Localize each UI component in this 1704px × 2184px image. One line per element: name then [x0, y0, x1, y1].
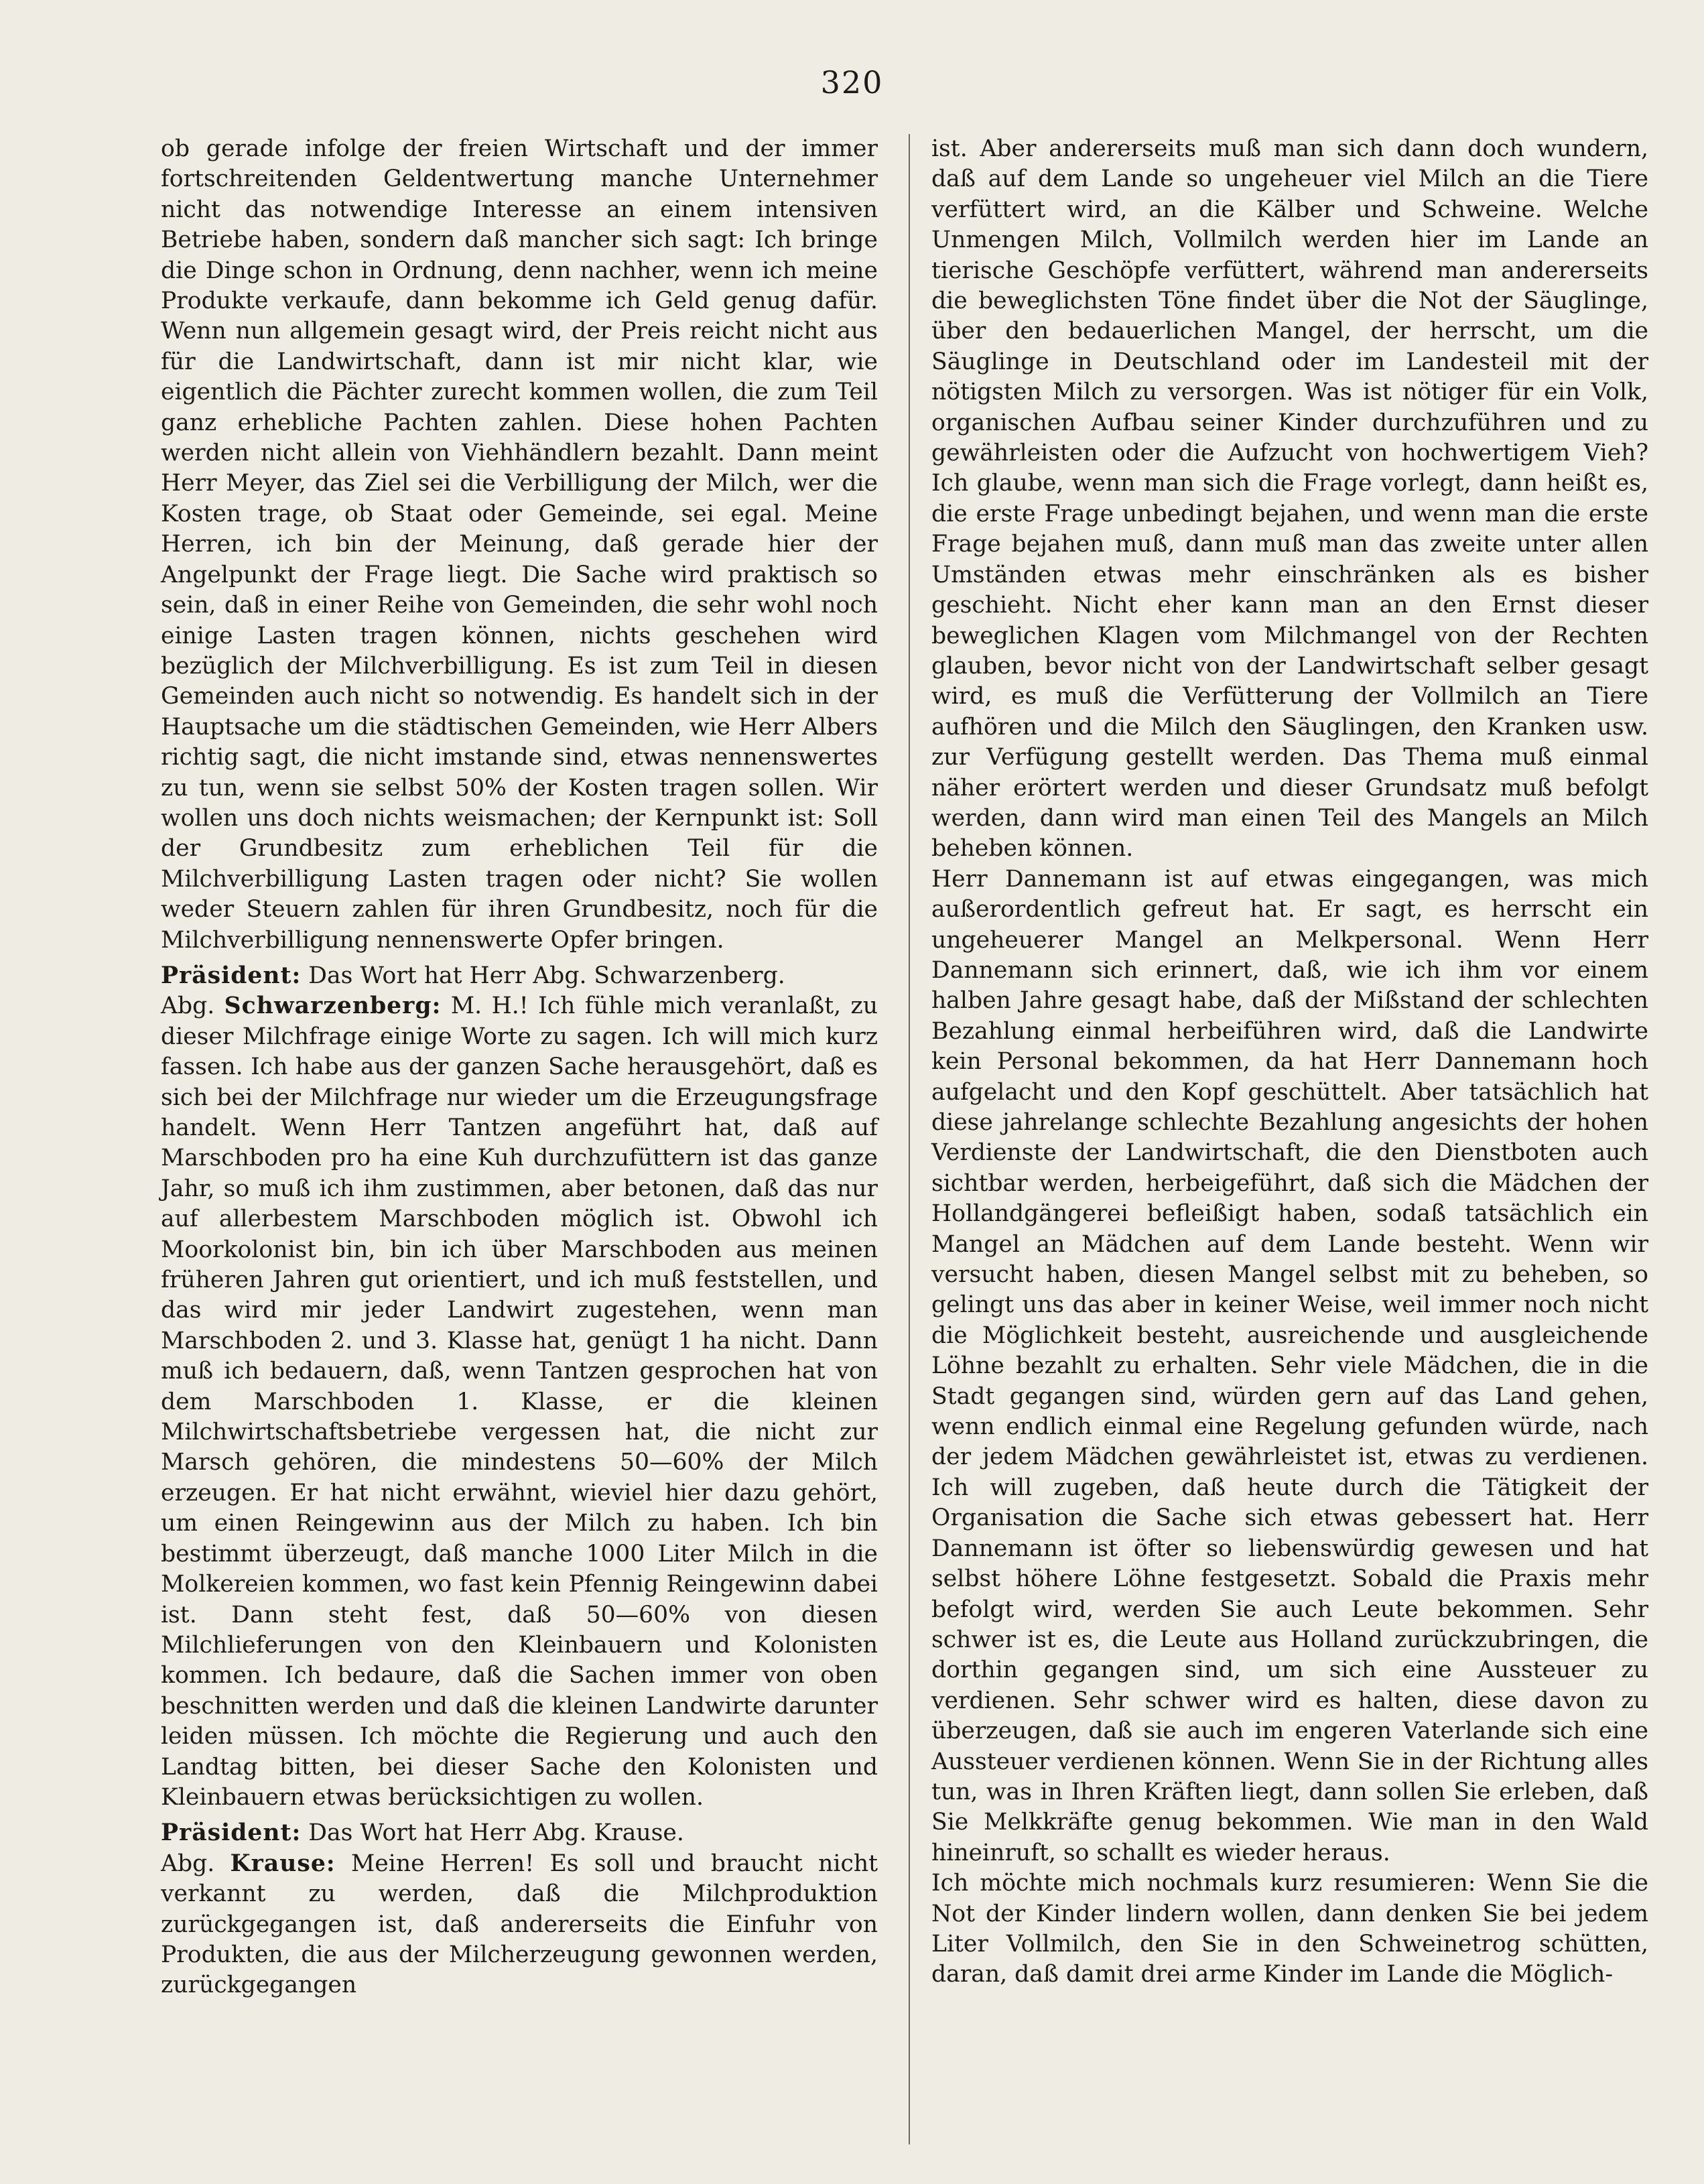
right-column: [931, 134, 1648, 1990]
speaker-label: Krause:: [230, 1850, 336, 1877]
speaker-label: Präsident:: [161, 1819, 302, 1847]
paragraph: ob gerade infolge der freien Wirtschaft und der immer fortschreitenden Geldentwertung manche Unternehmer nicht das notwendige Interesse an einem intensiven Betriebe haben, sondern daß mancher sich sagt: Ich bringe die Dinge schon in Ordnung, denn nachher, wenn ich meine Produkte verkaufe, dann bekomme ich Geld genug dafür. Wenn nun allgemein gesagt wird, der Preis reicht nicht aus für die Landwirtschaft, dann ist mir nicht klar, wie eigentlich die Pächter zurecht kommen wollen, die zum Teil ganz erhebliche Pachten zahlen. Diese hohen Pachten werden nicht allein von Viehhändlern bezahlt. Dann meint Herr Meyer, das Ziel sei die Verbilligung der Milch, wer die Kosten trage, ob Staat oder Gemeinde, sei egal. Meine Herren, ich bin der Meinung, daß gerade hier der Angelpunkt der Frage liegt. Die Sache wird praktisch so sein, daß in einer Reihe von Gemeinden, die sehr wohl noch einige Lasten tragen können, nichts geschehen wird bezüglich der Milchverbilligung. Es ist zum Teil in diesen Gemeinden auch nicht so notwendig. Es handelt sich in der Hauptsache um die städtischen Gemeinden, wie Herr Albers richtig sagt, die nicht imstande sind, etwas nennenswertes zu tun, wenn sie selbst 50% der Kosten tragen sollen. Wir wollen uns doch nichts weismachen; der Kernpunkt ist: Soll der Grundbesitz zum erheblichen Teil für die Milchverbilligung Lasten tragen oder nicht? Sie wollen weder Steuern zahlen für ihren Grundbesitz, noch für die Milchverbilligung nennenswerte Opfer bringen.: [161, 135, 878, 954]
paragraph: [161, 991, 878, 1813]
paragraph-text: M. H.! Ich fühle mich veranlaßt, zu dieser Milchfrage einige Worte zu sagen. Ich will mich kurz fassen. Ich habe aus der ganzen Sache herausgehört, daß es sich bei der Milchfrage nur wieder um die Erzeugungsfrage handelt. Wenn Herr Tantzen angeführt hat, daß auf Marschboden pro ha eine Kuh durchzufüttern ist das ganze Jahr, so muß ich ihm zustimmen, aber betonen, daß das nur auf allerbestem Marschboden möglich ist. Obwohl ich Moorkolonist bin, bin ich über Marschboden aus meinen früheren Jahren gut orientiert, und ich muß feststellen, und das wird mir jeder Landwirt zugestehen, wenn man Marschboden 2. und 3. Klasse hat, genügt 1 ha nicht. Dann muß ich bedauern, daß, wenn Tantzen gesprochen hat von dem Marschboden 1. Klasse, er die kleinen Milchwirtschaftsbetriebe vergessen hat, die nicht zur Marsch gehören, die mindestens 50—60% der Milch erzeugen. Er hat nicht erwähnt, wieviel hier dazu gehört, um einen Reingewinn aus der Milch zu haben. Ich bin bestimmt überzeugt, daß manche 1000 Liter Milch in die Molkereien kommen, wo fast kein Pfennig Reingewinn dabei ist. Dann steht fest, daß 50—60% von diesen Milchlieferungen von den Kleinbauern und Kolonisten kommen. Ich bedaure, daß die Sachen immer von oben beschnitten werden und daß die kleinen Landwirte darunter leiden müssen. Ich möchte die Regierung und auch den Landtag bitten, bei dieser Sache den Kolonisten und Kleinbauern etwas berücksichtigen zu wollen.: [161, 992, 878, 1811]
paragraph: Herr Dannemann ist auf etwas eingegangen, was mich außerordentlich gefreut hat. Er sagt, es herrscht ein ungeheuerer Mangel an Melkpersonal. Wenn Herr Dannemann sich erinnert, daß, wie ich ihm vor einem halben Jahre gesagt habe, daß der Mißstand der schlechten Bezahlung einmal herbeiführen wird, daß die Landwirte kein Personal bekommen, da hat Herr Dannemann hoch aufgelacht und den Kopf geschüttelt. Aber tatsächlich hat diese jahrelange schlechte Bezahlung angesichts der hohen Verdienste der Landwirtschaft, die den Dienstboten auch sichtbar werden, herbeigeführt, daß sich die Mädchen der Hollandgängerei befleißigt haben, sodaß tatsächlich ein Mangel an Mädchen auf dem Lande besteht. Wenn wir versucht haben, diesen Mangel selbst mit zu beheben, so gelingt uns das aber in keiner Weise, weil immer noch nicht die Möglichkeit besteht, ausreichende und ausgleichende Löhne bezahlt zu erhalten. Sehr viele Mädchen, die in die Stadt gegangen sind, würden gern auf das Land gehen, wenn endlich einmal eine Regelung gefunden würde, nach der jedem Mädchen gewährleistet ist, etwas zu verdienen. Ich will zugeben, daß heute durch die Tätigkeit der Organisation die Sache sich etwas gebessert hat. Herr Dannemann ist öfter so liebenswürdig gewesen und hat selbst höhere Löhne festgesetzt. Sobald die Praxis mehr befolgt wird, werden Sie auch Leute bekommen. Sehr schwer ist es, die Leute aus Holland zurückzubringen, die dorthin gegangen sind, um sich eine Aussteuer zu verdienen. Sehr schwer wird es halten, diese davon zu überzeugen, daß sie auch im engeren Vaterlande sich eine Aussteuer verdienen können. Wenn Sie in der Richtung alles tun, was in Ihren Kräften liegt, dann sollen Sie erleben, daß Sie Melkkräfte genug bekommen. Wie man in den Wald hineinruft, so schallt es wieder heraus.: [931, 865, 1648, 1866]
paragraph: Ich möchte mich nochmals kurz resumieren: Wenn Sie die Not der Kinder lindern wollen, dann denken Sie bei jedem Liter Vollmilch, den Sie in den Schweinetrog schütten, daran, daß damit drei arme Kinder im Lande die Möglich-: [931, 1870, 1648, 1988]
paragraph-text: Meine Herren! Es soll und braucht nicht verkannt zu werden, daß die Milchproduktion zurückgegangen ist, daß andererseits die Einfuhr von Produkten, die aus der Milcherzeugung gewonnen werden, zurückgegangen: [161, 1850, 878, 1999]
paragraph: [161, 1849, 878, 2001]
paragraph: [161, 961, 878, 991]
paragraph-text: Das Wort hat Herr Abg. Krause.: [301, 1819, 684, 1847]
abg-prefix: Abg.: [161, 992, 224, 1020]
paragraph-text: Das Wort hat Herr Abg. Schwarzenberg.: [301, 962, 785, 989]
paragraph: ist. Aber andererseits muß man sich dann doch wundern, daß auf dem Lande so ungeheuer viel Milch an die Tiere verfüttert wird, an die Kälber und Schweine. Welche Unmengen Milch, Vollmilch werden hier im Lande an tierische Geschöpfe verfüttert, während man andererseits die beweglichsten Töne findet über die Not der Säuglinge, über den bedauerlichen Mangel, der herrscht, um die Säuglinge in Deutschland oder im Landesteil mit der nötigsten Milch zu versorgen. Was ist nötiger für ein Volk, organischen Aufbau seiner Kinder durchzuführen und zu gewährleisten oder die Aufzucht von hochwertigem Vieh? Ich glaube, wenn man sich die Frage vorlegt, dann heißt es, die erste Frage unbedingt bejahen, und wenn man die erste Frage bejahen muß, dann muß man das zweite unter allen Umständen etwas mehr einschränken als es bisher geschieht. Nicht eher kann man an den Ernst dieser beweglichen Klagen vom Milchmangel von der Rechten glauben, bevor nicht von der Landwirtschaft selber gesagt wird, es muß die Verfütterung der Vollmilch an Tiere aufhören und die Milch den Säuglingen, den Kranken usw. zur Verfügung gestellt werden. Das Thema muß einmal näher erörtert werden und dieser Grundsatz muß befolgt werden, dann wird man einen Teil des Mangels an Milch beheben können.: [931, 135, 1648, 862]
speaker-label: Präsident:: [161, 962, 302, 989]
left-column: [161, 134, 878, 2001]
abg-prefix: Abg.: [161, 1850, 231, 1877]
column-divider: [909, 134, 910, 2144]
paragraph: [161, 1818, 878, 1848]
speaker-label: Schwarzenberg:: [224, 992, 442, 1020]
page-number: 320: [820, 64, 884, 101]
